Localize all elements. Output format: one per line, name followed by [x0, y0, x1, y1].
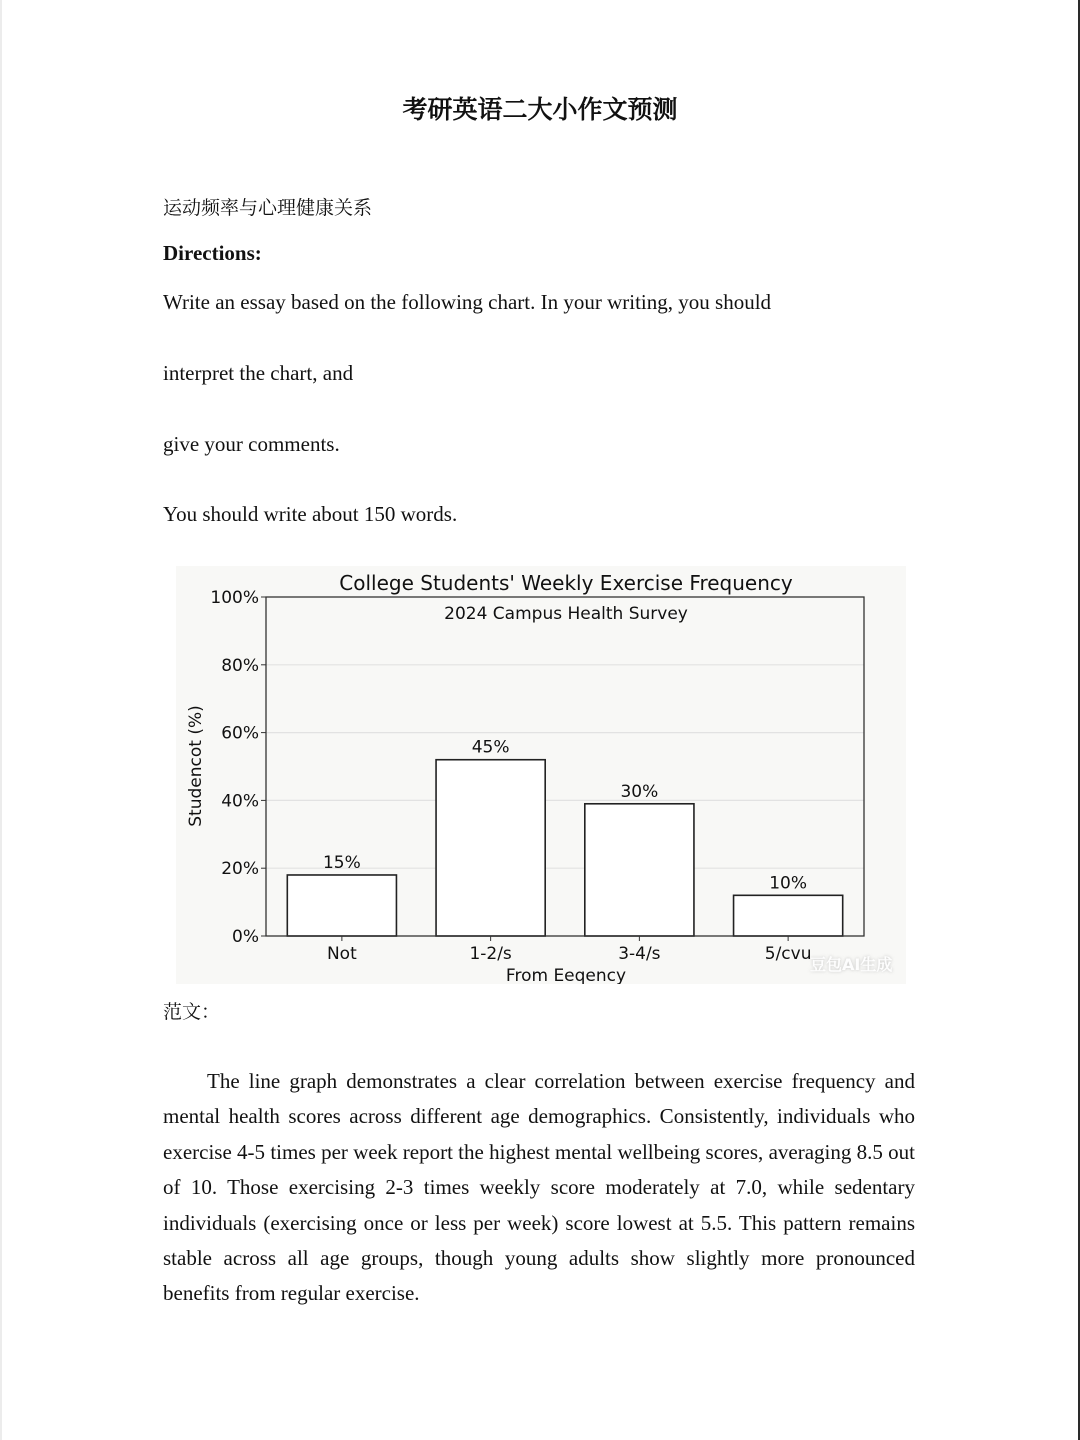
chart-svg — [176, 566, 906, 984]
x-tick-label: Not — [326, 944, 357, 964]
y-tick-label: 20% — [221, 859, 259, 880]
y-tick-label: 0% — [232, 927, 259, 947]
y-tick-label: 100% — [210, 588, 259, 608]
instruction-line: You should write about 150 words. — [163, 502, 458, 526]
bar-data-label: 30% — [620, 781, 659, 802]
instruction-line: Write an essay based on the following chart. In your writing, you should — [163, 290, 772, 314]
chart-subtitle: 2024 Campus Health Survey — [444, 604, 688, 624]
data-labels — [323, 738, 807, 894]
bar-data-label: 45% — [471, 737, 510, 758]
bar-data-label: 15% — [322, 852, 361, 873]
directions-heading: Directions: — [163, 241, 262, 265]
y-axis-ticks — [210, 588, 266, 947]
x-tick-label: 1-2/s — [469, 944, 512, 964]
y-axis-label: Studencot (%) — [186, 705, 206, 827]
document-title: 考研英语二大小作文预测 — [402, 95, 678, 124]
bars — [287, 760, 842, 936]
bar-data-label: 10% — [769, 873, 808, 894]
x-axis-ticks — [327, 936, 812, 964]
chart-title: College Students' Weekly Exercise Frequency — [339, 571, 793, 595]
essay-topic: 运动频率与心理健康关系 — [163, 197, 373, 219]
y-tick-label: 60% — [221, 723, 259, 744]
ai-watermark: 豆包AI生成 — [810, 955, 893, 974]
instruction-line: interpret the chart, and — [163, 361, 354, 385]
sample-essay-label: 范文： — [163, 1001, 221, 1023]
bar — [734, 895, 843, 936]
y-tick-label: 80% — [221, 655, 259, 676]
page-edge-left — [0, 0, 2, 1440]
instruction-line: give your comments. — [163, 432, 340, 456]
grid-lines — [266, 665, 864, 868]
bar-chart — [176, 566, 906, 984]
x-tick-label: 3-4/s — [618, 944, 661, 964]
sample-essay: The line graph demonstrates a clear correlation between exercise frequency and mental health scores across different age demographics. Consistently, individuals who exercise 4-5 times per week report the highest mental wellbeing scores, averaging 8.5 out of 10. Those exercising 2-3 times weekly score moderately at 7.0, while sedentary individuals (exercising once or less per week) score lowest at 5.5. This pattern remains stable across all age groups, though young adults show slightly more pronounced benefits from regular exercise. — [163, 1069, 915, 1306]
bar — [585, 804, 694, 936]
y-tick-label: 40% — [221, 791, 259, 812]
bar — [287, 875, 396, 936]
x-axis-label: From Eeqency — [505, 966, 627, 984]
bar — [436, 760, 545, 936]
x-tick-label: 5/cvu — [764, 944, 812, 964]
